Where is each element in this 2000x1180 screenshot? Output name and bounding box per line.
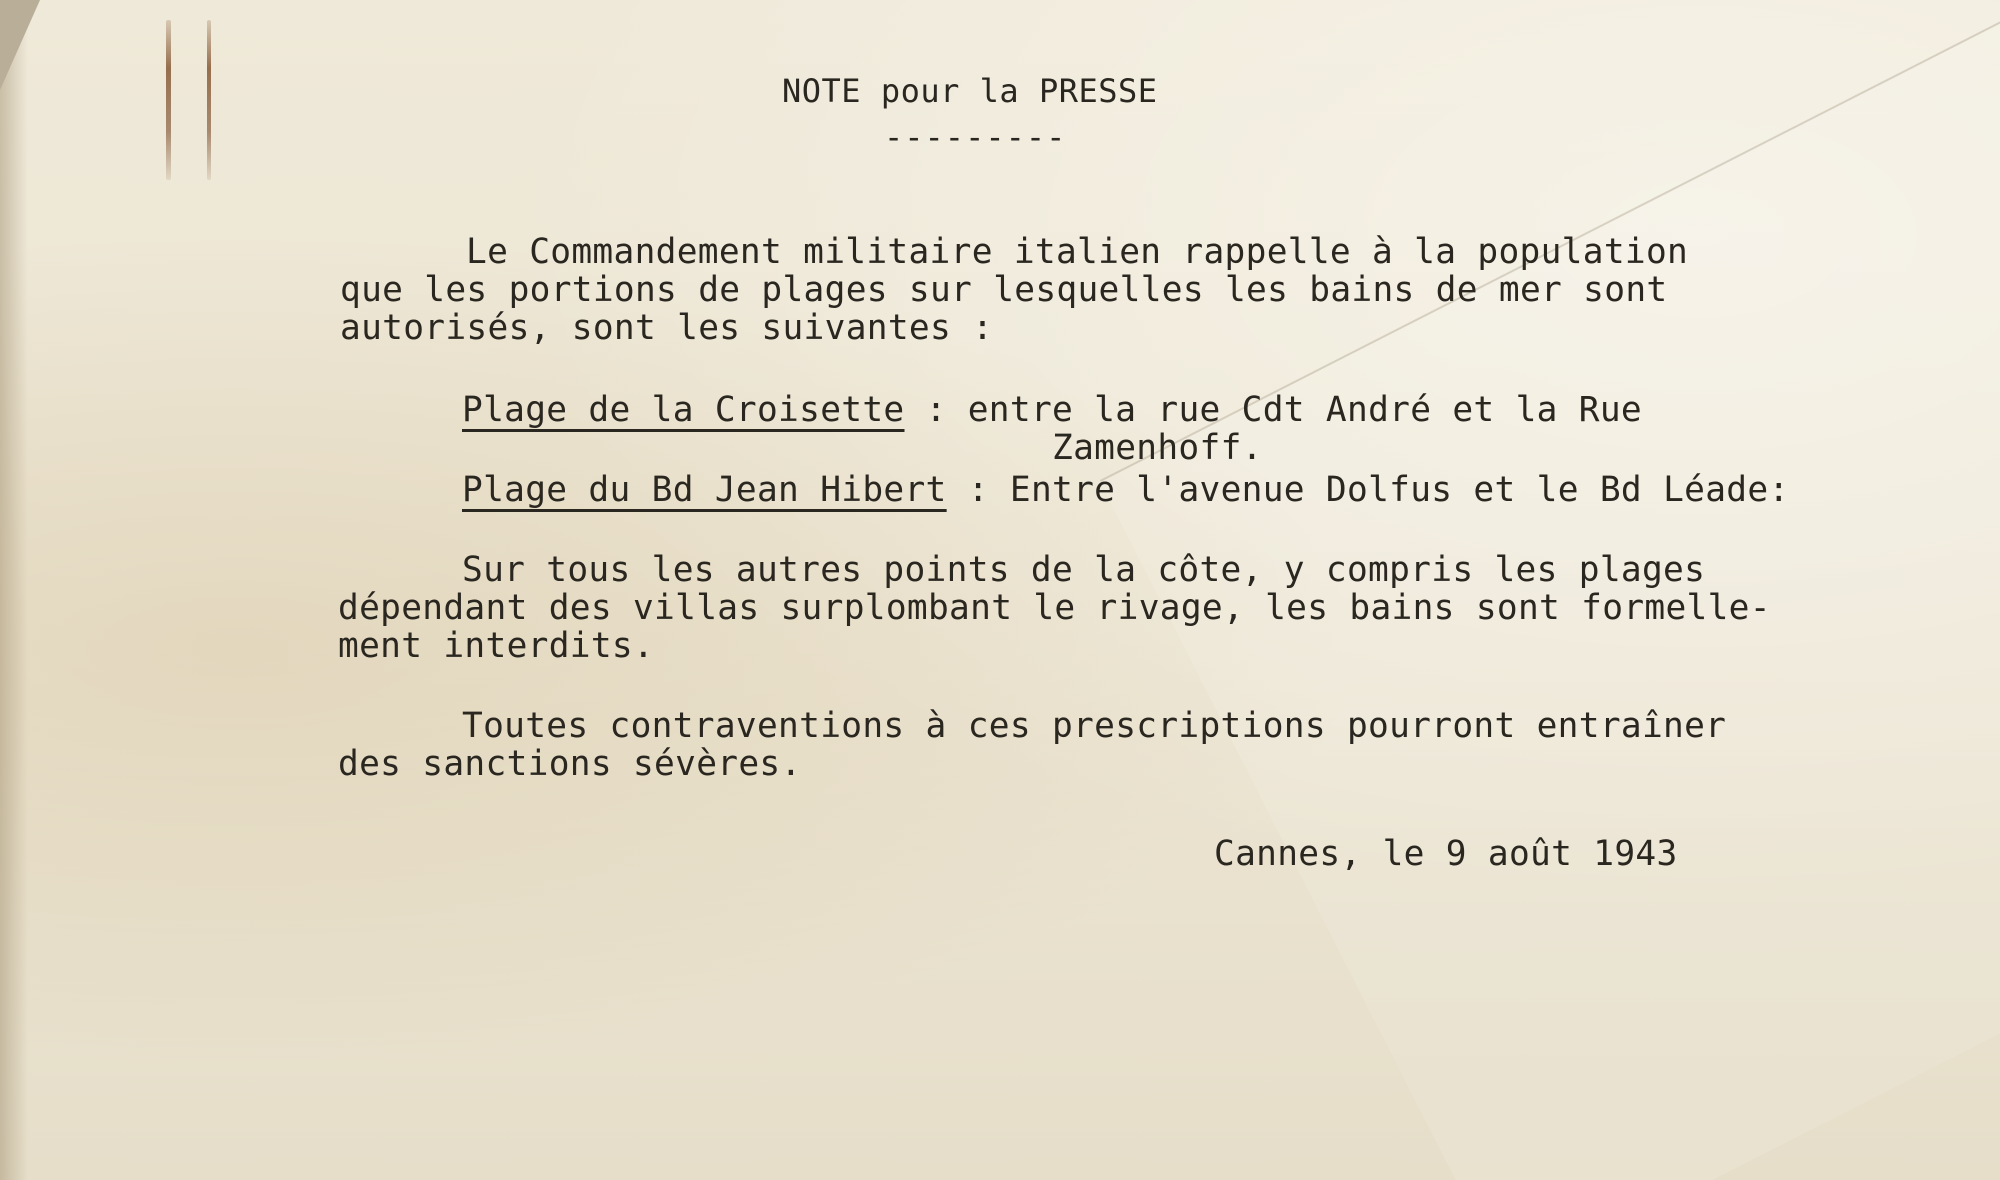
folded-corner [0,0,40,90]
prohibition-line-3: ment interdits. [338,626,655,666]
beach-entry-hibert [462,470,1790,510]
prohibition-line-1: Sur tous les autres points de la côte, y compris les plages [462,550,1706,590]
intro-line-3: autorisés, sont les suivantes : [340,308,994,348]
intro-line-2: que les portions de plages sur lesquelles les bains de mer sont [340,270,1668,310]
sanctions-line-1: Toutes contraventions à ces prescriptions pourront entraîner [462,706,1727,746]
document-title: NOTE pour la PRESSE [782,72,1158,110]
beach-desc-croisette: entre la rue Cdt André et la Rue [967,390,1642,430]
beach-separator: : [967,470,989,510]
place-date: Cannes, le 9 août 1943 [1214,834,1678,874]
intro-line-1: Le Commandement militaire italien rappelle à la population [466,232,1689,272]
prohibition-line-2: dépendant des villas surplombant le rivage, les bains sont formelle- [338,588,1771,628]
rust-mark [207,20,211,180]
page-edge-shadow [0,0,28,1180]
sanctions-line-2: des sanctions sévères. [338,744,802,784]
beach-name-hibert: Plage du Bd Jean Hibert [462,470,947,510]
beach-desc-croisette-cont: Zamenhoff. [1052,428,1263,468]
rust-mark [166,20,171,180]
title-underline: --------- [884,118,1067,156]
beach-separator: : [925,390,947,430]
beach-entry-croisette [462,390,1642,430]
beach-desc-hibert: Entre l'avenue Dolfus et le Bd Léade: [1009,470,1790,510]
beach-name-croisette: Plage de la Croisette [462,390,905,430]
